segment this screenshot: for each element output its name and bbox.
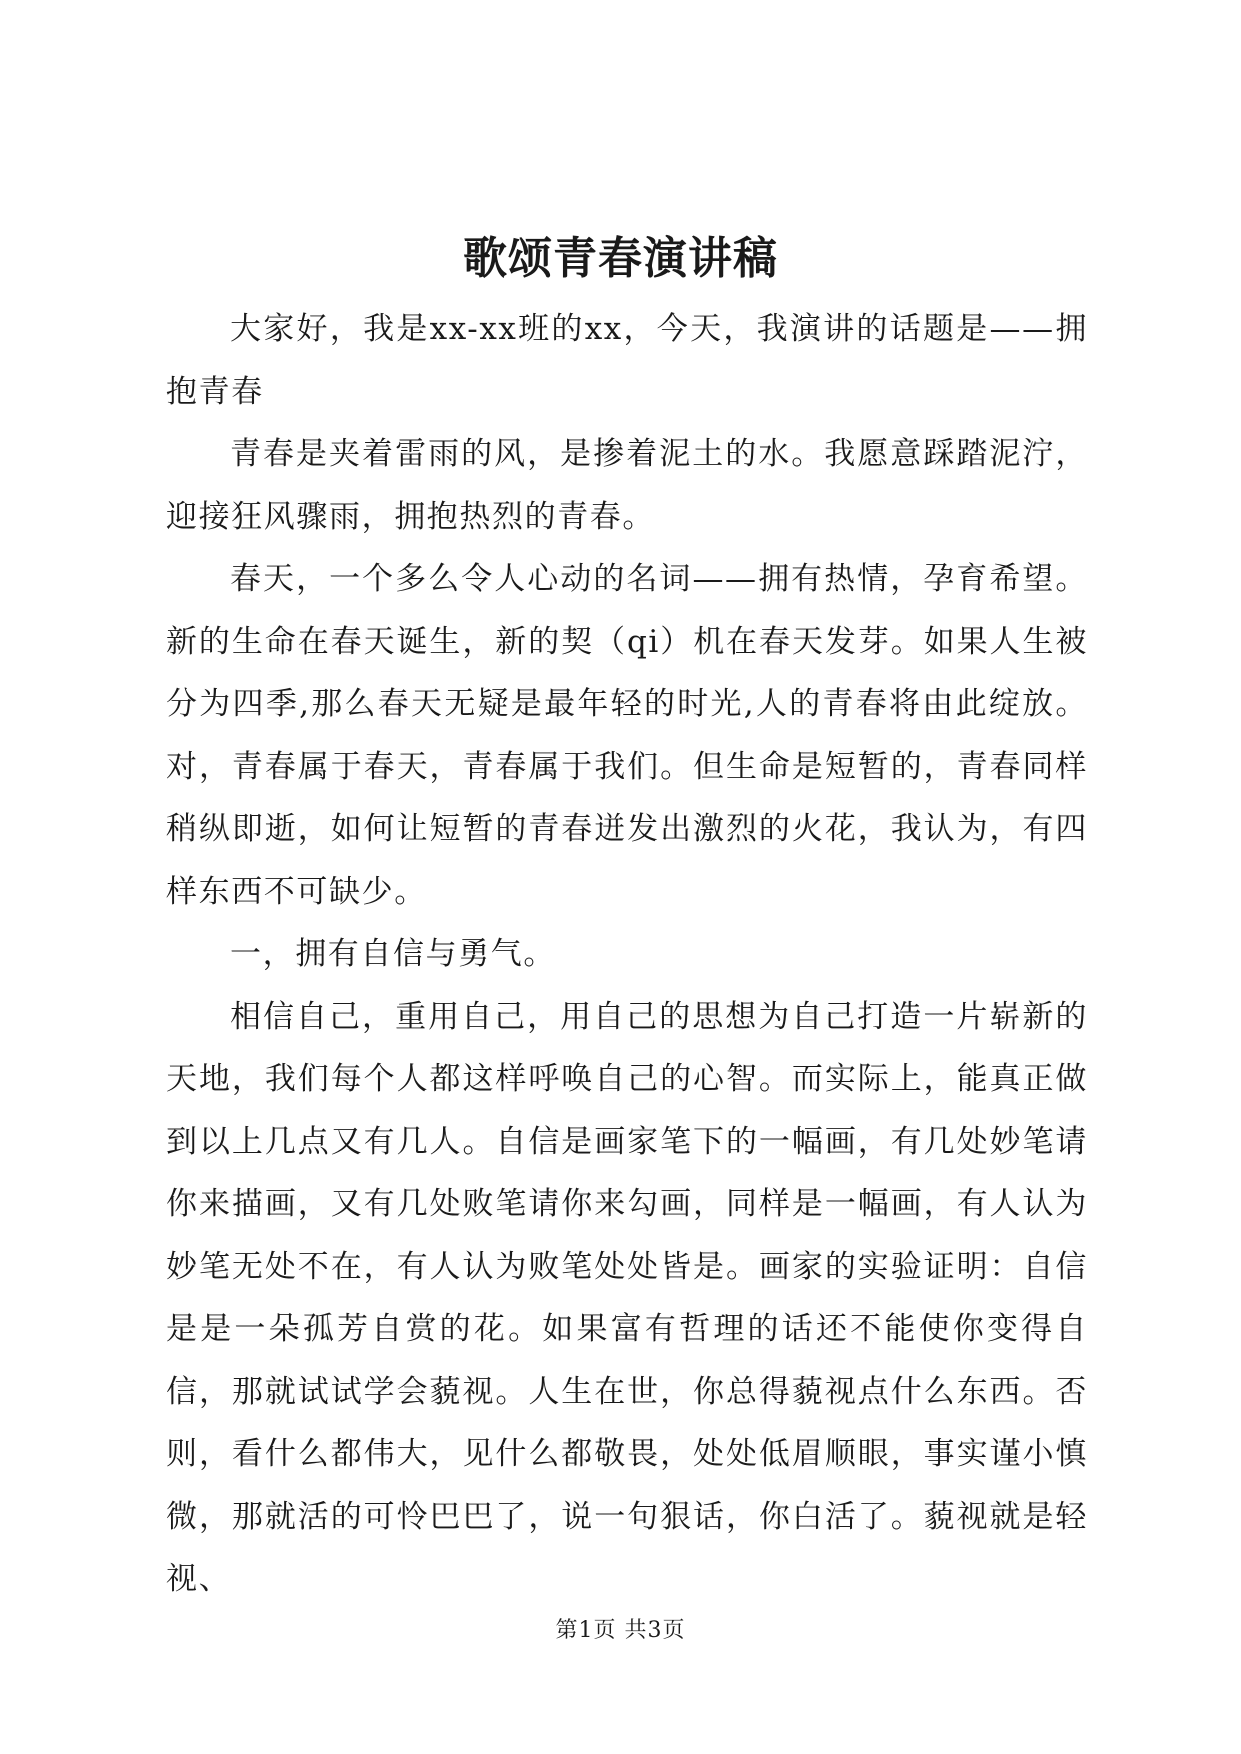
document-title: 歌颂青春演讲稿 bbox=[463, 233, 778, 284]
paragraph-youth-wind: 青春是夹着雷雨的风，是掺着泥土的水。我愿意踩踏泥泞，迎接狂风骤雨，拥抱热烈的青春。 bbox=[166, 436, 1088, 535]
paragraph-self-confidence: 相信自己，重用自己，用自己的思想为自己打造一片崭新的天地，我们每个人都这样呼唤自己的心智。而实际上，能真正做到以上几点又有几人。自信是画家笔下的一幅画，有几处妙笔请你来描画，又有几处败笔请你来勾画，同样是一幅画，有人认为妙笔无处不在，有人认为败笔处处皆是。画家的实验证明：自信是是一朵孤芳自赏的花。如果富有哲理的话还不能使你变得自信，那就试试学会藐视。人生在世，你总得藐视点什么东西。否则，看什么都伟大，见什么都敬畏，处处低眉顺眼，事实谨小慎微，那就活的可怜巴巴了，说一句狠话，你白活了。藐视就是轻视、 bbox=[166, 998, 1088, 1597]
page-footer: 第1页 共3页 bbox=[555, 1618, 686, 1643]
document-body bbox=[166, 298, 1088, 1611]
paragraph-point-one: 一，拥有自信与勇气。 bbox=[230, 936, 556, 972]
paragraph-greeting: 大家好，我是xx-xx班的xx，今天，我演讲的话题是——拥抱青春 bbox=[166, 311, 1088, 410]
paragraph-spring: 春天，一个多么令人心动的名词——拥有热情，孕育希望。新的生命在春天诞生，新的契（qi）机在春天发芽。如果人生被分为四季,那么春天无疑是最年轻的时光,人的青春将由此绽放。对，青春属于春天，青春属于我们。但生命是短暂的，青春同样稍纵即逝，如何让短暂的青春迸发出激烈的火花，我认为，有四样东西不可缺少。 bbox=[166, 561, 1088, 910]
